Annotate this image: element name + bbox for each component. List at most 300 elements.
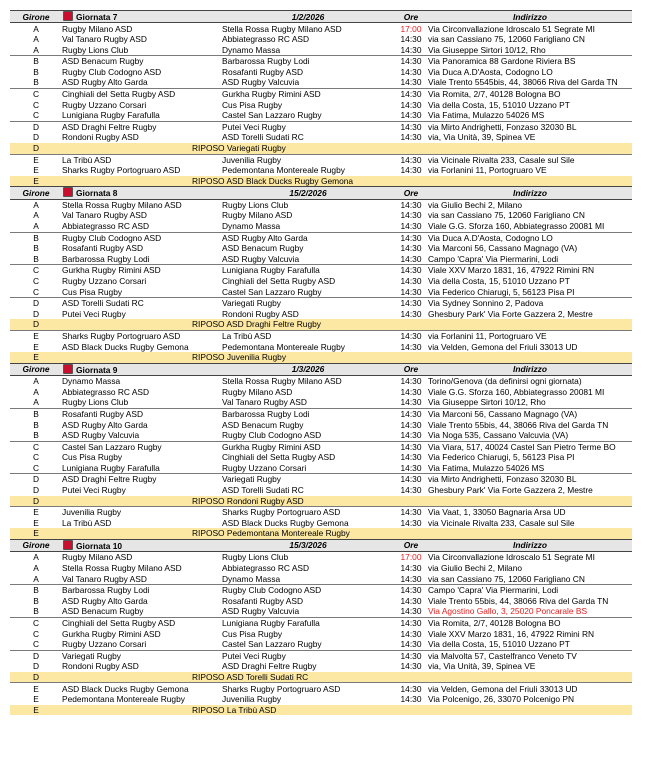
match-time: 14:30 xyxy=(400,661,422,672)
group-letter: C xyxy=(32,452,40,463)
venue-address: Campo 'Capra' Via Piermarini, Lodi xyxy=(428,253,559,264)
away-team: Variegati Rugby xyxy=(222,298,394,309)
match-row xyxy=(10,165,632,176)
group-letter: B xyxy=(33,66,39,77)
home-team: Rugby Club Codogno ASD xyxy=(62,66,162,77)
venue-address: Via Duca A.D'Aosta, Codogno LO xyxy=(428,232,632,243)
away-team: ASD Rugby Valcuvia xyxy=(222,77,300,88)
match-time: 14:30 xyxy=(394,441,428,452)
match-row xyxy=(10,474,632,485)
round-title-cell xyxy=(62,187,222,199)
group-letter: A xyxy=(33,397,39,408)
match-time: 14:30 xyxy=(394,585,428,596)
match-row xyxy=(10,452,632,463)
home-team: ASD Black Ducks Rugby Gemona xyxy=(62,683,222,694)
venue-address: Via Marconi 56, Cassano Magnago (VA) xyxy=(428,243,578,254)
group-letter: B xyxy=(33,430,39,441)
home-team: Cinghiali del Setta Rugby ASD xyxy=(62,617,222,628)
match-time: 14:30 xyxy=(400,66,422,77)
group-letter: C xyxy=(32,628,40,639)
match-row xyxy=(10,552,632,563)
match-time: 14:30 xyxy=(400,341,422,352)
ore-header: Ore xyxy=(394,187,428,199)
home-team: Rugby Lions Club xyxy=(62,397,129,408)
home-team: Barbarossa Rugby Lodi xyxy=(62,585,222,596)
venue-address: Torino/Genova (da definirsi ogni giornata) xyxy=(428,376,582,387)
away-team: Putei Veci Rugby xyxy=(222,121,394,132)
away-team: ASD Rugby Alto Garda xyxy=(222,232,394,243)
group-letter: D xyxy=(10,496,62,507)
home-team: Gurkha Rugby Rimini ASD xyxy=(62,628,161,639)
venue-address: Via Giuseppe Sirtori 10/12, Rho xyxy=(428,397,546,408)
home-team: Cus Pisa Rugby xyxy=(62,452,123,463)
home-team: Rosafanti Rugby ASD xyxy=(62,408,222,419)
indirizzo-header: Indirizzo xyxy=(428,11,632,23)
group-letter: D xyxy=(10,143,62,154)
schedule-sheet xyxy=(10,10,632,715)
match-time: 14:30 xyxy=(400,606,422,617)
group-letter: B xyxy=(10,56,62,67)
group-letter: E xyxy=(10,507,62,518)
match-time: 17:00 xyxy=(400,23,422,34)
match-row xyxy=(10,430,632,441)
venue-address: via Velden, Gemona del Friuli 33013 UD xyxy=(428,683,632,694)
away-team: Sharks Rugby Portogruaro ASD xyxy=(222,683,394,694)
indirizzo-header: Indirizzo xyxy=(428,539,632,551)
match-row xyxy=(10,154,632,165)
match-time: 14:30 xyxy=(400,419,422,430)
match-row xyxy=(10,617,632,628)
away-team: Rugby Lions Club xyxy=(222,552,289,563)
match-row xyxy=(10,309,632,320)
away-team: ASD Rugby Valcuvia xyxy=(222,606,300,617)
venue-address: Viale XXV Marzo 1831, 16, 47922 Rimini RN xyxy=(428,628,595,639)
riposo-cell xyxy=(62,672,632,683)
round-title: Giornata 8 xyxy=(76,188,118,199)
group-letter: E xyxy=(10,705,62,716)
round-title-cell xyxy=(62,363,222,375)
group-letter: A xyxy=(33,34,39,45)
away-team: Rugby Club Codogno ASD xyxy=(222,430,322,441)
home-team: Abbiategrasso RC ASD xyxy=(62,386,150,397)
group-letter: C xyxy=(32,462,40,473)
home-team: ASD Black Ducks Rugby Gemona xyxy=(62,341,189,352)
match-row xyxy=(10,661,632,672)
away-team: Gurkha Rugby Rimini ASD xyxy=(222,441,394,452)
group-letter: A xyxy=(33,199,39,210)
away-team: Barbarossa Rugby Lodi xyxy=(222,408,394,419)
home-team: La Tribù ASD xyxy=(62,517,112,528)
venue-address: Via Circonvallazione Idroscalo 51 Segrate MI xyxy=(428,552,595,563)
group-letter: E xyxy=(10,352,62,363)
away-team: Cinghiali del Setta Rugby ASD xyxy=(222,275,336,286)
venue-address: Via della Costa, 15, 51010 Uzzano PT xyxy=(428,275,570,286)
match-time: 14:30 xyxy=(400,397,422,408)
group-letter: E xyxy=(33,341,39,352)
group-letter: D xyxy=(32,308,40,319)
ore-header: Ore xyxy=(394,539,428,551)
match-row xyxy=(10,585,632,596)
group-letter: C xyxy=(10,88,62,99)
group-letter: A xyxy=(33,221,39,231)
group-letter: C xyxy=(32,639,40,650)
group-letter: B xyxy=(33,243,39,254)
venue-address: Viale G.G. Sforza 160, Abbiategrasso 20081 MI xyxy=(428,386,605,397)
venue-address: Viale Trento 55bis, 44, 38066 Riva del Garda TN xyxy=(428,419,609,430)
home-team: Variegati Rugby xyxy=(62,650,222,661)
home-team: Putei Veci Rugby xyxy=(62,485,126,496)
home-team: Sharks Rugby Portogruaro ASD xyxy=(62,330,222,341)
home-team: Rondoni Rugby ASD xyxy=(62,661,139,672)
away-team: Val Tanaro Rugby ASD xyxy=(222,397,307,408)
match-row xyxy=(10,408,632,419)
match-time: 14:30 xyxy=(400,563,422,574)
group-letter: E xyxy=(33,165,39,176)
group-letter: A xyxy=(33,23,39,34)
match-row xyxy=(10,563,632,574)
riposo-cell xyxy=(62,496,632,507)
riposo-team: Juvenilia Rugby xyxy=(226,352,287,363)
home-team: ASD Rugby Alto Garda xyxy=(62,77,148,88)
riposo-label: RIPOSO xyxy=(192,495,225,506)
match-time: 14:30 xyxy=(394,650,428,661)
venue-address: Via Sydney Sonnino 2, Padova xyxy=(428,298,632,309)
away-team: Rugby Milano ASD xyxy=(222,386,293,397)
venue-address: via Giulio Bechi 2, Milano xyxy=(428,563,523,574)
venue-address: via, Via Unità, 39, Spinea VE xyxy=(428,132,536,143)
round-date: 1/2/2026 xyxy=(222,11,394,23)
venue-address: via Vicinale Rivalta 233, Casale sul Sile xyxy=(428,517,575,528)
round-title: Giornata 7 xyxy=(76,12,118,22)
riposo-label: RIPOSO xyxy=(192,143,225,154)
away-team: Juvenilia Rugby xyxy=(222,154,394,165)
match-time: 14:30 xyxy=(400,452,422,463)
match-time: 14:30 xyxy=(400,132,422,143)
group-letter: A xyxy=(33,573,39,584)
home-team: Stella Rossa Rugby Milano ASD xyxy=(62,199,182,210)
match-time: 14:30 xyxy=(394,683,428,694)
venue-address: Viale XXV Marzo 1831, 16, 47922 Rimini RN xyxy=(428,265,632,276)
venue-address: via Vicinale Rivalta 233, Casale sul Sile xyxy=(428,154,632,165)
match-time: 14:30 xyxy=(400,77,422,88)
away-team: ASD Rugby Valcuvia xyxy=(222,253,300,264)
riposo-label: RIPOSO xyxy=(192,671,225,682)
match-time: 14:30 xyxy=(400,110,422,121)
match-time: 14:30 xyxy=(400,253,422,264)
home-team: ASD Benacum Rugby xyxy=(62,56,222,67)
home-team: Dynamo Massa xyxy=(62,376,121,387)
match-row xyxy=(10,221,632,232)
riposo-team: La Tribù ASD xyxy=(226,704,277,715)
match-time: 14:30 xyxy=(394,617,428,628)
away-team: ASD Torelli Sudati RC xyxy=(222,485,304,496)
match-time: 14:30 xyxy=(400,34,422,45)
away-team: Rosafanti Rugby ASD xyxy=(222,66,304,77)
group-letter: A xyxy=(33,386,39,397)
match-time: 14:30 xyxy=(400,210,422,221)
match-time: 14:30 xyxy=(394,298,428,309)
riposo-label: RIPOSO xyxy=(192,352,225,363)
match-row xyxy=(10,67,632,78)
home-team: Cinghiali del Setta Rugby ASD xyxy=(62,88,222,99)
away-team: Castel San Lazzaro Rugby xyxy=(222,639,322,650)
venue-address: Campo 'Capra' Via Piermarini, Lodi xyxy=(428,585,632,596)
venue-address: Ghesbury Park' Via Forte Gazzera 2, Mestre xyxy=(428,485,593,496)
away-team: ASD Torelli Sudati RC xyxy=(222,132,304,143)
match-row xyxy=(10,596,632,607)
home-team: Val Tanaro Rugby ASD xyxy=(62,34,147,45)
indirizzo-header: Indirizzo xyxy=(428,187,632,199)
group-letter: D xyxy=(10,672,62,683)
round-header-row xyxy=(10,363,632,375)
match-time: 14:30 xyxy=(394,330,428,341)
group-letter: C xyxy=(32,275,40,286)
home-team: Barbarossa Rugby Lodi xyxy=(62,253,150,264)
away-team: Dynamo Massa xyxy=(222,573,281,584)
schedule-table xyxy=(10,10,632,715)
girone-header: Girone xyxy=(10,363,62,375)
venue-address: via san Cassiano 75, 12060 Farigliano CN xyxy=(428,210,585,221)
away-team: Variegati Rugby xyxy=(222,474,394,485)
home-team: Pedemontana Montereale Rugby xyxy=(62,694,185,705)
venue-address: Via Polcenigo, 26, 33070 Polcenigo PN xyxy=(428,694,575,705)
match-time: 14:30 xyxy=(400,573,422,584)
home-team: Rugby Milano ASD xyxy=(62,23,133,34)
venue-address: via Forlanini 11, Portogruaro VE xyxy=(428,330,632,341)
match-time: 14:30 xyxy=(400,243,422,254)
group-letter: E xyxy=(10,683,62,694)
riposo-row xyxy=(10,672,632,683)
venue-address: Viale Trento 5545bis, 44, 38066 Riva del Garda TN xyxy=(428,77,618,88)
venue-address: Via Circonvallazione Idroscalo 51 Segrate MI xyxy=(428,23,595,34)
match-time: 14:30 xyxy=(400,595,422,606)
group-letter: E xyxy=(10,330,62,341)
match-row xyxy=(10,574,632,585)
match-row xyxy=(10,341,632,352)
venue-address: Via Romita, 2/7, 40128 Bologna BO xyxy=(428,617,632,628)
group-letter: D xyxy=(32,661,40,672)
home-team: Stella Rossa Rugby Milano ASD xyxy=(62,563,182,574)
match-row xyxy=(10,232,632,243)
venue-address: Via Federico Chiarugi, 5, 56123 Pisa PI xyxy=(428,286,575,297)
riposo-row xyxy=(10,528,632,539)
match-time: 14:30 xyxy=(394,88,428,99)
home-team: ASD Draghi Feltre Rugby xyxy=(62,474,222,485)
match-time: 14:30 xyxy=(400,430,422,441)
match-time: 14:30 xyxy=(400,221,422,231)
home-team: Rugby Lions Club xyxy=(62,44,129,55)
match-row xyxy=(10,650,632,661)
away-team: Stella Rossa Rugby Milano ASD xyxy=(222,376,342,387)
match-row xyxy=(10,387,632,398)
away-team: ASD Benacum Rugby xyxy=(222,419,304,430)
match-time: 14:30 xyxy=(400,376,422,387)
round-date: 15/3/2026 xyxy=(222,539,394,551)
riposo-cell xyxy=(62,705,632,716)
group-letter: B xyxy=(10,408,62,419)
venue-address: Via Federico Chiarugi, 5, 56123 Pisa PI xyxy=(428,452,575,463)
home-team: ASD Rugby Alto Garda xyxy=(62,595,148,606)
riposo-cell xyxy=(62,143,632,154)
away-team: La Tribù ASD xyxy=(222,330,394,341)
venue-address: Via Agostino Gallo, 3, 25020 Poncarale BS xyxy=(428,606,588,617)
away-team: Pedemontana Montereale Rugby xyxy=(222,165,345,176)
group-letter: C xyxy=(32,286,40,297)
match-time: 14:30 xyxy=(400,517,422,528)
ore-header: Ore xyxy=(394,363,428,375)
round-header-row xyxy=(10,187,632,199)
match-row xyxy=(10,639,632,650)
match-time: 14:30 xyxy=(394,154,428,165)
riposo-team: ASD Torelli Sudati RC xyxy=(226,671,309,682)
away-team: Lunigiana Rugby Farafulla xyxy=(222,617,394,628)
group-letter: B xyxy=(33,595,39,606)
group-letter: C xyxy=(32,99,40,110)
away-team: Rugby Milano ASD xyxy=(222,210,293,221)
group-letter: D xyxy=(10,474,62,485)
match-row xyxy=(10,23,632,34)
away-team: Cus Pisa Rugby xyxy=(222,628,283,639)
match-row xyxy=(10,441,632,452)
match-row xyxy=(10,518,632,529)
match-row xyxy=(10,606,632,617)
home-team: Gurkha Rugby Rimini ASD xyxy=(62,265,222,276)
away-team: Cus Pisa Rugby xyxy=(222,99,283,110)
group-letter: E xyxy=(10,176,62,187)
group-letter: E xyxy=(33,517,39,528)
venue-address: Via Vaat, 1, 33050 Bagnaria Arsa UD xyxy=(428,507,632,518)
home-team: La Tribù ASD xyxy=(62,154,222,165)
riposo-row xyxy=(10,319,632,330)
match-row xyxy=(10,419,632,430)
home-team: ASD Draghi Feltre Rugby xyxy=(62,121,222,132)
home-team: Abbiategrasso RC ASD xyxy=(62,221,150,231)
match-row xyxy=(10,463,632,474)
group-letter: D xyxy=(10,298,62,309)
home-team: Castel San Lazzaro Rugby xyxy=(62,441,222,452)
riposo-label: RIPOSO xyxy=(192,528,225,539)
home-team: Val Tanaro Rugby ASD xyxy=(62,573,147,584)
home-team: Rugby Milano ASD xyxy=(62,552,133,563)
home-team: Lunigiana Rugby Farafulla xyxy=(62,110,160,121)
home-team: ASD Rugby Valcuvia xyxy=(62,430,140,441)
home-team: Val Tanaro Rugby ASD xyxy=(62,210,147,221)
match-row xyxy=(10,629,632,640)
match-row xyxy=(10,485,632,496)
riposo-team: Pedemontana Montereale Rugby xyxy=(226,528,350,539)
match-time: 14:30 xyxy=(394,265,428,276)
venue-address: Via Noga 535, Cassano Valcuvia (VA) xyxy=(428,430,569,441)
group-letter: E xyxy=(33,694,39,705)
home-team: Rosafanti Rugby ASD xyxy=(62,243,144,254)
match-row xyxy=(10,298,632,309)
venue-address: Ghesbury Park' Via Forte Gazzera 2, Mestre xyxy=(428,308,593,319)
match-time: 14:30 xyxy=(400,308,422,319)
match-row xyxy=(10,507,632,518)
group-letter: D xyxy=(32,132,40,143)
venue-address: via Mirto Andrighetti, Fonzaso 32030 BL xyxy=(428,474,632,485)
round-header-row xyxy=(10,539,632,551)
match-time: 14:30 xyxy=(400,99,422,110)
away-team: Rugby Lions Club xyxy=(222,199,289,210)
venue-address: Via Fatima, Mulazzo 54026 MS xyxy=(428,462,545,473)
home-team: Putei Veci Rugby xyxy=(62,308,126,319)
match-row xyxy=(10,88,632,99)
match-time: 14:30 xyxy=(394,56,428,67)
home-team: Juvenilia Rugby xyxy=(62,507,222,518)
match-time: 14:30 xyxy=(400,386,422,397)
girone-header: Girone xyxy=(10,187,62,199)
match-time: 17:00 xyxy=(400,552,422,563)
group-letter: D xyxy=(10,121,62,132)
indirizzo-header: Indirizzo xyxy=(428,363,632,375)
riposo-row xyxy=(10,352,632,363)
home-team: Rugby Uzzano Corsari xyxy=(62,275,147,286)
home-team: ASD Benacum Rugby xyxy=(62,606,144,617)
home-team: Rugby Uzzano Corsari xyxy=(62,639,147,650)
group-letter: C xyxy=(10,441,62,452)
match-time: 14:30 xyxy=(394,232,428,243)
league-logo-icon xyxy=(63,364,73,374)
away-team: Abbiategrasso RC ASD xyxy=(222,34,310,45)
round-title: Giornata 10 xyxy=(76,540,123,551)
group-letter: B xyxy=(33,253,39,264)
group-letter: A xyxy=(33,552,39,563)
venue-address: Via della Costa, 15, 51010 Uzzano PT xyxy=(428,99,570,110)
match-row xyxy=(10,100,632,111)
ore-header: Ore xyxy=(394,11,428,23)
venue-address: via san Cassiano 75, 12060 Farigliano CN xyxy=(428,573,585,584)
venue-address: via Giulio Bechi 2, Milano xyxy=(428,199,523,210)
venue-address: Via della Costa, 15, 51010 Uzzano PT xyxy=(428,639,570,650)
home-team: ASD Rugby Alto Garda xyxy=(62,419,148,430)
group-letter: A xyxy=(33,44,39,55)
group-letter: C xyxy=(10,265,62,276)
match-row xyxy=(10,56,632,67)
match-row xyxy=(10,132,632,143)
venue-address: Via Viara, 517, 40024 Castel San Pietro Terme BO xyxy=(428,441,632,452)
riposo-cell xyxy=(62,176,632,187)
away-team: Rosafanti Rugby ASD xyxy=(222,595,304,606)
match-row xyxy=(10,34,632,45)
match-row xyxy=(10,265,632,276)
away-team: Sharks Rugby Portogruaro ASD xyxy=(222,507,394,518)
round-date: 15/2/2026 xyxy=(222,187,394,199)
venue-address: via, Via Unità, 39, Spinea VE xyxy=(428,661,536,672)
match-time: 14:30 xyxy=(400,44,422,55)
match-time: 14:30 xyxy=(400,275,422,286)
round-title-cell xyxy=(62,539,222,551)
round-header-row xyxy=(10,11,632,23)
venue-address: via san Cassiano 75, 12060 Farigliano CN xyxy=(428,34,585,45)
home-team: Sharks Rugby Portogruaro ASD xyxy=(62,165,181,176)
match-row xyxy=(10,199,632,210)
riposo-label: RIPOSO xyxy=(192,319,225,330)
league-logo-icon xyxy=(63,540,73,550)
round-title-cell xyxy=(62,11,222,23)
home-team: Rugby Club Codogno ASD xyxy=(62,232,222,243)
group-letter: C xyxy=(10,617,62,628)
riposo-label: RIPOSO xyxy=(192,704,225,715)
riposo-team: Variegati Rugby xyxy=(226,143,286,154)
group-letter: E xyxy=(10,528,62,539)
group-letter: D xyxy=(32,485,40,496)
venue-address: Via Panoramica 88 Gardone Riviera BS xyxy=(428,56,632,67)
riposo-row xyxy=(10,176,632,187)
match-row xyxy=(10,376,632,387)
match-row xyxy=(10,276,632,287)
match-time: 14:30 xyxy=(394,474,428,485)
